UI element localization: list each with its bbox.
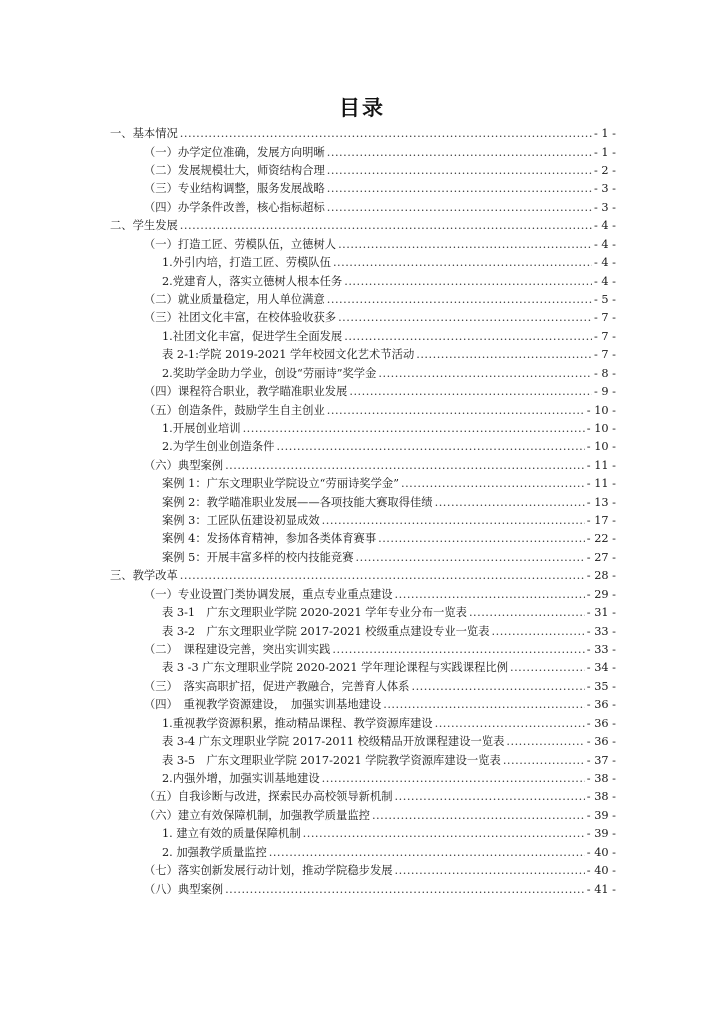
toc-entry[interactable] [0,549,724,567]
toc-entry-page-number: - 34 - [586,661,616,675]
toc-entry[interactable] [0,751,724,769]
dot-leader [395,862,585,880]
toc-entry-page-number: - 10 - [586,440,616,454]
toc-entry[interactable] [0,291,724,309]
toc-entry[interactable] [0,475,724,493]
toc-entry[interactable] [0,328,724,346]
toc-entry-label: （三）社团文化丰富，在校体验收获多 [144,311,337,325]
toc-entry[interactable] [0,383,724,401]
toc-entry[interactable] [0,825,724,843]
toc-entry-label: 案例 2：教学瞄准职业发展——各项技能大赛取得佳绩 [162,495,433,509]
toc-entry-label: 表 3 -3 广东文理职业学院 2020-2021 学年理论课程与实践课程比例 [162,661,508,675]
toc-entry[interactable] [0,807,724,825]
toc-entry-label: （一）办学定位准确，发展方向明晰 [144,145,325,159]
toc-entry-label: （六）典型案例 [144,458,224,472]
dot-leader [225,881,585,899]
toc-entry-label: 1.外引内培，打造工匠、劳模队伍 [162,256,331,270]
dot-leader [503,752,585,770]
dot-leader [338,309,592,327]
dot-leader [327,199,592,217]
toc-entry-label: 2.奖助学金助力学业，创设“劳丽诗”奖学金 [162,366,377,380]
dot-leader [492,623,585,641]
dot-leader [180,217,592,235]
toc-entry-label: 一、基本情况 [110,127,178,141]
toc-entry-page-number: - 39 - [586,808,616,822]
toc-entry-page-number: - 8 - [593,366,616,380]
toc-entry[interactable] [0,364,724,382]
toc-entry[interactable] [0,199,724,217]
toc-entry-label: （四）课程符合职业，教学瞄准职业发展 [144,385,348,399]
toc-entry-page-number: - 36 - [586,735,616,749]
toc-entry-label: （三）专业结构调整，服务发展战略 [144,182,325,196]
dot-leader [395,586,585,604]
toc-entry-label: （八）典型案例 [144,882,224,896]
toc-entry[interactable] [0,125,724,143]
dot-leader [333,254,592,272]
toc-entry-page-number: - 10 - [586,403,616,417]
toc-entry-page-number: - 13 - [586,495,616,509]
toc-entry-page-number: - 7 - [593,329,616,343]
dot-leader [269,844,585,862]
toc-entry-page-number: - 4 - [593,256,616,270]
dot-leader [401,475,585,493]
toc-entry-page-number: - 4 - [593,274,616,288]
toc-entry-page-number: - 17 - [586,514,616,528]
toc-entry[interactable] [0,309,724,327]
toc-entry[interactable] [0,843,724,861]
dot-leader [378,365,592,383]
toc-entry-page-number: - 2 - [593,164,616,178]
toc-entry-page-number: - 3 - [593,200,616,214]
toc-entry-page-number: - 36 - [586,698,616,712]
toc-entry[interactable] [0,788,724,806]
dot-leader [510,659,585,677]
toc-entry-label: 2.内强外增，加强实训基地建设 [162,771,320,785]
toc-entry-label: （三） 落实高职扩招，促进产教融合，完善育人体系 [144,679,410,693]
dot-leader [225,457,585,475]
toc-entry-page-number: - 27 - [586,550,616,564]
toc-entry-label: （一）专业设置门类协调发展，重点专业重点建设 [144,587,393,601]
dot-leader [344,273,592,291]
dot-leader [322,512,585,530]
toc-entry[interactable] [0,696,724,714]
dot-leader [469,604,585,622]
dot-leader [435,494,585,512]
toc-entry[interactable] [0,530,724,548]
toc-entry-page-number: - 7 - [593,348,616,362]
toc-entry-page-number: - 10 - [586,421,616,435]
toc-entry-label: 2.党建育人，落实立德树人根本任务 [162,274,343,288]
toc-entry[interactable] [0,678,724,696]
dot-leader [327,180,592,198]
dot-leader [303,825,585,843]
toc-entry-label: 案例 3：工匠队伍建设初显成效 [162,514,320,528]
toc-entry-page-number: - 33 - [586,624,616,638]
toc-entry-label: （四）办学条件改善，核心指标超标 [144,200,325,214]
toc-entry-label: 案例 5：开展丰富多样的校内技能竞赛 [162,550,354,564]
toc-entry[interactable] [0,659,724,677]
toc-entry[interactable] [0,162,724,180]
toc-entry-page-number: - 33 - [586,643,616,657]
toc-entry-page-number: - 4 - [593,219,616,233]
toc-entry[interactable] [0,862,724,880]
toc-entry-page-number: - 3 - [593,182,616,196]
toc-entry-label: 案例 4：发扬体育精神，参加各类体育赛事 [162,532,377,546]
dot-leader [378,530,585,548]
toc-entry-label: （七）落实创新发展行动计划，推动学院稳步发展 [144,864,393,878]
dot-leader [372,807,585,825]
toc-entry-page-number: - 1 - [593,127,616,141]
toc-entry-label: 三、教学改革 [110,569,178,583]
toc-entry-label: （二）发展规模壮大，师资结构合理 [144,164,325,178]
toc-entry[interactable] [0,272,724,290]
dot-leader [243,420,585,438]
toc-entry-page-number: - 40 - [586,864,616,878]
toc-entry-label: 1.开展创业培训 [162,421,241,435]
dot-leader [327,291,592,309]
toc-entry-page-number: - 11 - [586,477,616,491]
dot-leader [349,383,592,401]
dot-leader [395,788,585,806]
toc-entry-label: 案例 1：广东文理职业学院设立“劳丽诗奖学金” [162,477,399,491]
dot-leader [411,678,584,696]
dot-leader [344,328,592,346]
toc-entry[interactable] [0,880,724,898]
dot-leader [327,144,592,162]
toc-entry-page-number: - 40 - [586,845,616,859]
toc-entry-label: 表 3-4 广东文理职业学院 2017-2011 校级精品开放课程建设一览表 [162,735,505,749]
toc-entry-page-number: - 39 - [586,827,616,841]
toc-entry[interactable] [0,770,724,788]
toc-entry-label: （二） 课程建设完善，突出实训实践 [144,643,331,657]
toc-entry-label: 表 2-1:学院 2019-2021 学年校园文化艺术节活动 [162,348,415,362]
dot-leader [332,641,584,659]
toc-entry[interactable] [0,715,724,733]
dot-leader [180,567,585,585]
toc-entry[interactable] [0,586,724,604]
toc-entry-page-number: - 4 - [593,237,616,251]
toc-entry-label: （五）自我诊断与改进，探索民办高校领导新机制 [144,790,393,804]
toc-entry[interactable] [0,236,724,254]
toc-entry-label: 1.社团文化丰富，促进学生全面发展 [162,329,343,343]
toc-entry[interactable] [0,438,724,456]
toc-entry-page-number: - 22 - [586,532,616,546]
toc-entry-page-number: - 5 - [593,293,616,306]
toc-entry[interactable] [0,143,724,161]
toc-entry[interactable] [0,733,724,751]
toc-entry-label: 1.重视教学资源积累，推动精品课程、教学资源库建设 [162,716,433,730]
toc-entry-page-number: - 11 - [586,458,616,472]
toc-entry[interactable] [0,420,724,438]
toc-entry-label: 2. 加强教学质量监控 [162,845,267,859]
toc-entry[interactable] [0,604,724,622]
toc-entry-page-number: - 1 - [593,145,616,159]
dot-leader [327,162,592,180]
toc-entry-label: 1. 建立有效的质量保障机制 [162,827,301,841]
toc-entry[interactable] [0,217,724,235]
dot-leader [322,770,585,788]
toc-entry-page-number: - 9 - [593,385,616,399]
toc-entry[interactable] [0,512,724,530]
toc-entry-label: （六）建立有效保障机制，加强教学质量监控 [144,808,370,822]
dot-leader [338,236,592,254]
dot-leader [327,402,585,420]
toc-entry-label: 二、学生发展 [110,219,178,233]
dot-leader [180,125,592,143]
dot-leader [356,549,585,567]
toc-entry[interactable] [0,346,724,364]
toc-entry-label: 2.为学生创业创造条件 [162,440,275,454]
toc-entry-page-number: - 35 - [586,679,616,693]
toc-entry-label: 表 3-1 广东文理职业学院 2020-2021 学年专业分布一览表 [162,606,467,620]
toc-entry-page-number: - 36 - [586,716,616,730]
toc-entry[interactable] [0,457,724,475]
toc-entry[interactable] [0,567,724,585]
toc-entry-page-number: - 28 - [586,569,616,583]
dot-leader [506,733,584,751]
toc-entry-label: （五）创造条件，鼓励学生自主创业 [144,403,325,417]
toc-entry-page-number: - 29 - [586,587,616,601]
dot-leader [416,346,592,364]
toc-entry-label: 表 3-5 广东文理职业学院 2017-2021 学院教学资源库建设一览表 [162,753,501,767]
toc-entry[interactable] [0,641,724,659]
dot-leader [435,715,585,733]
toc-entry[interactable] [0,180,724,198]
toc-entry[interactable] [0,401,724,419]
toc-entry-page-number: - 7 - [593,311,616,325]
toc-entry[interactable] [0,622,724,640]
toc-entry-page-number: - 41 - [586,882,616,896]
toc-entry-page-number: - 38 - [586,771,616,785]
dot-leader [276,438,584,456]
toc-entry-label: （四） 重视教学资源建设， 加强实训基地建设 [144,698,382,712]
toc-entry[interactable] [0,254,724,272]
toc-entry-page-number: - 37 - [586,753,616,767]
toc-entry-label: 表 3-2 广东文理职业学院 2017-2021 校级重点建设专业一览表 [162,624,490,638]
table-of-contents [0,125,724,899]
dot-leader [383,696,585,714]
toc-entry-label: （一）打造工匠、劳模队伍，立德树人 [144,237,337,251]
toc-entry[interactable] [0,493,724,511]
toc-title: 目录 [339,96,385,120]
toc-entry-page-number: - 31 - [586,606,616,620]
toc-entry-page-number: - 38 - [586,790,616,804]
toc-entry-label: （二）就业质量稳定，用人单位满意 [144,293,325,306]
